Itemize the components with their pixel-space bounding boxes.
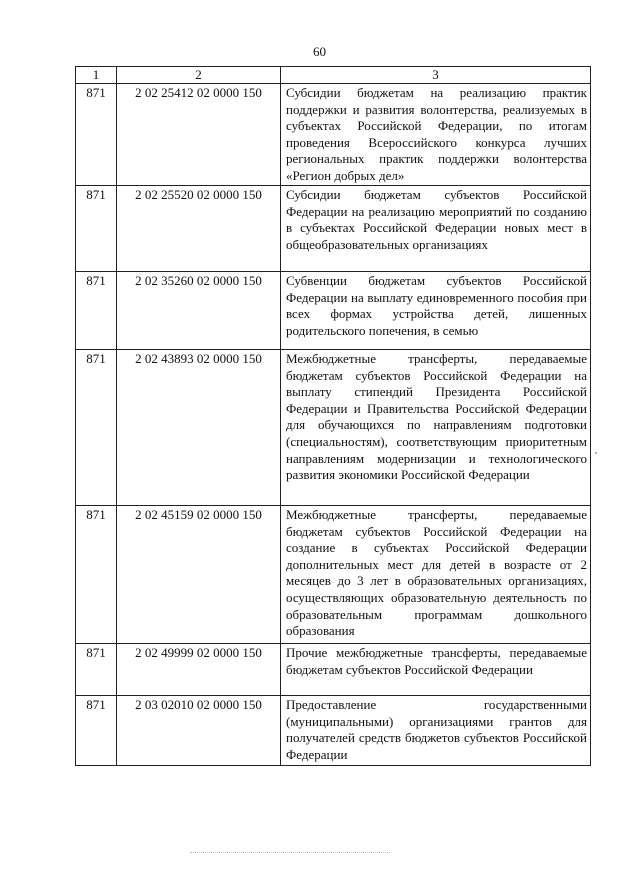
- scan-speck: [595, 452, 597, 454]
- table-row: [76, 350, 591, 506]
- income-code-cell: 2 02 25412 02 0000 150: [117, 84, 281, 186]
- table-row: [76, 644, 591, 696]
- income-code-cell: 2 02 49999 02 0000 150: [117, 644, 281, 696]
- description-cell: Предоставление государственными (муниципальными) организациями грантов для получателей средств бюджетов субъектов Российской Федерации: [281, 696, 591, 766]
- table-row: [76, 186, 591, 272]
- income-code-cell: 2 02 35260 02 0000 150: [117, 272, 281, 350]
- description-cell: Межбюджетные трансферты, передаваемые бюджетам субъектов Российской Федерации на выплату стипендий Президента Российской Федерации и Правительства Российской Федерации для обучающихся по направлениям подготовки (специальностям), соответствующим приоритетным направлениям модернизации и технологического развития экономики Российской Федерации: [281, 350, 591, 506]
- admin-code-cell: 871: [76, 84, 117, 186]
- table-row: [76, 506, 591, 644]
- description-cell: Межбюджетные трансферты, передаваемые бюджетам субъектов Российской Федерации на создание в субъектах Российской Федерации дополнительных мест для детей в возрасте от 2 месяцев до 3 лет в образовательных организациях, осуществляющих образовательную деятельность по образовательным программам дошкольного образования: [281, 506, 591, 644]
- scan-artifact-line: [190, 852, 390, 854]
- table-row: [76, 696, 591, 766]
- income-code-cell: 2 02 25520 02 0000 150: [117, 186, 281, 272]
- income-code-cell: 2 02 45159 02 0000 150: [117, 506, 281, 644]
- description-cell: Субсидии бюджетам на реализацию практик поддержки и развития волонтерства, реализуемых в субъектах Российской Федерации, по итогам проведения Всероссийского конкурса лучших региональных практик поддержки волонтерства «Регион добрых дел»: [281, 84, 591, 186]
- admin-code-cell: 871: [76, 272, 117, 350]
- description-cell: Прочие межбюджетные трансферты, передаваемые бюджетам субъектов Российской Федерации: [281, 644, 591, 696]
- income-code-cell: 2 02 43893 02 0000 150: [117, 350, 281, 506]
- table-row: [76, 272, 591, 350]
- column-header-3: 3: [281, 67, 591, 84]
- description-cell: Субсидии бюджетам субъектов Российской Федерации на реализацию мероприятий по созданию в субъектах Российской Федерации новых мест в общеобразовательных организациях: [281, 186, 591, 272]
- admin-code-cell: 871: [76, 506, 117, 644]
- table-row: [76, 84, 591, 186]
- header-row: [76, 67, 591, 84]
- column-header-2: 2: [117, 67, 281, 84]
- page-number: 60: [313, 44, 326, 59]
- admin-code-cell: 871: [76, 644, 117, 696]
- income-code-cell: 2 03 02010 02 0000 150: [117, 696, 281, 766]
- admin-code-cell: 871: [76, 696, 117, 766]
- admin-code-cell: 871: [76, 350, 117, 506]
- column-header-1: 1: [76, 67, 117, 84]
- admin-code-cell: 871: [76, 186, 117, 272]
- description-cell: Субвенции бюджетам субъектов Российской Федерации на выплату единовременного пособия при всех формах устройства детей, лишенных родительского попечения, в семью: [281, 272, 591, 350]
- budget-classification-table: [75, 66, 591, 766]
